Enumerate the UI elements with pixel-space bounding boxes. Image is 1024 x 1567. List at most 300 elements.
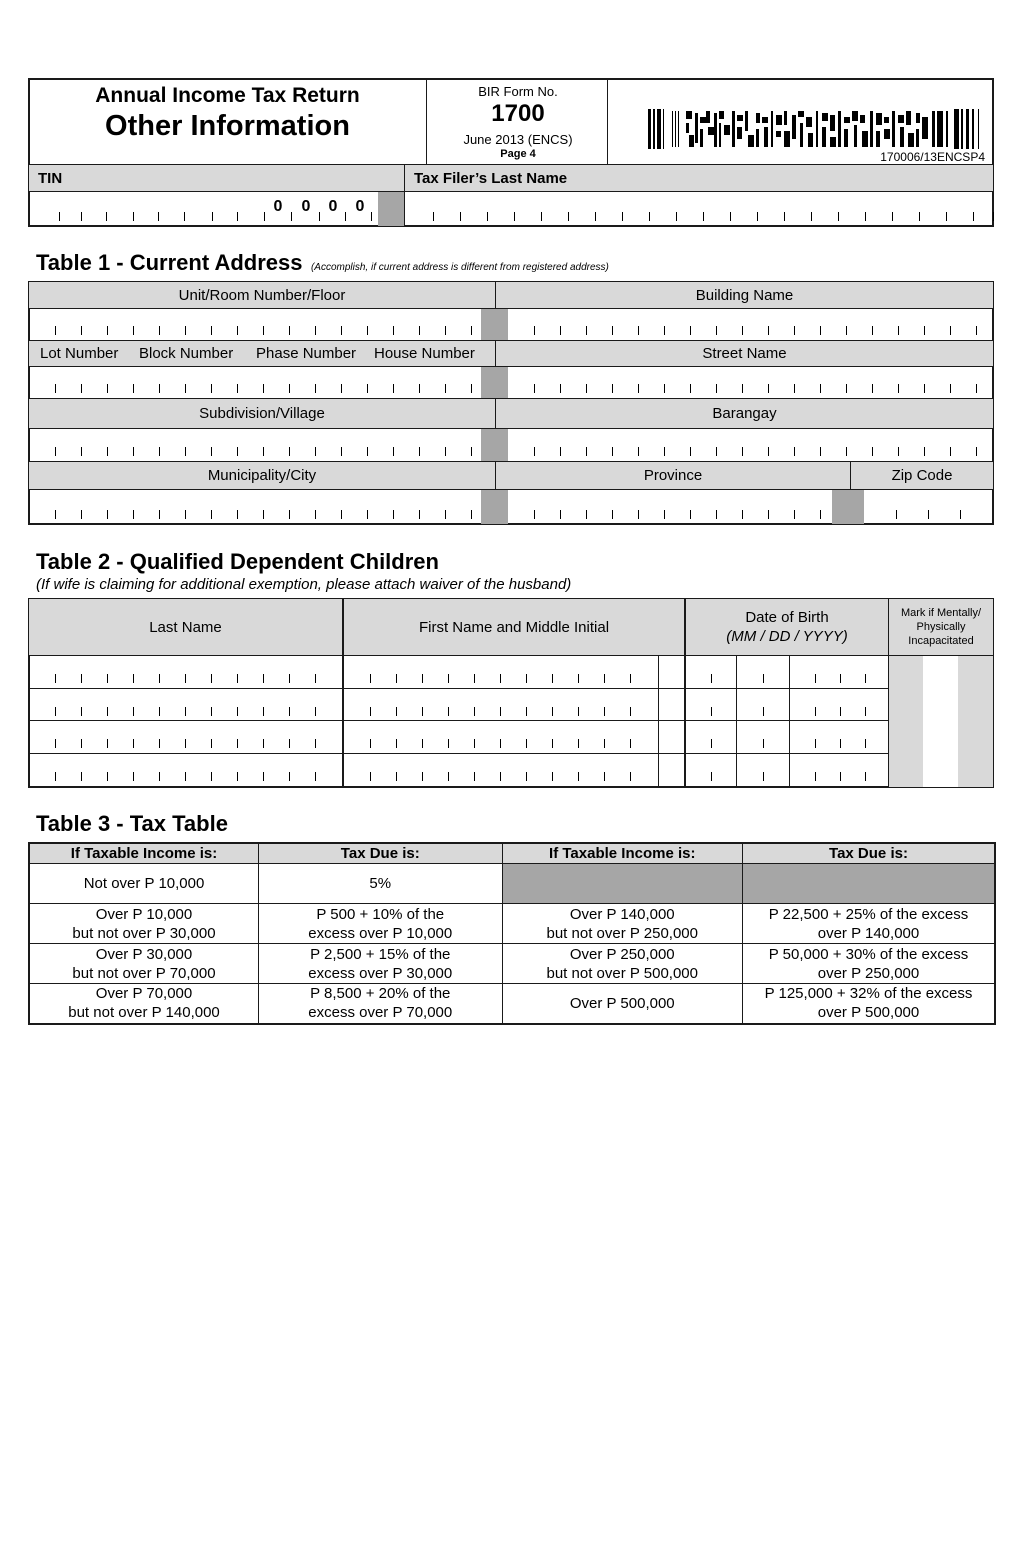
- character-box-divider: [185, 326, 186, 335]
- character-box-divider: [865, 707, 866, 716]
- last-name-field[interactable]: [405, 192, 993, 226]
- character-box-divider: [604, 772, 605, 781]
- tax-table-row: [29, 944, 995, 984]
- character-box-divider: [815, 707, 816, 716]
- character-box-divider: [211, 447, 212, 456]
- character-box-divider: [315, 384, 316, 393]
- character-box-divider: [185, 707, 186, 716]
- character-box-divider: [237, 384, 238, 393]
- character-box-divider: [237, 772, 238, 781]
- form-title-line2: Other Information: [105, 110, 350, 142]
- character-box-divider: [319, 212, 320, 221]
- character-box-divider: [514, 212, 515, 221]
- character-box-divider: [763, 707, 764, 716]
- character-box-divider: [396, 772, 397, 781]
- character-box-divider: [263, 447, 264, 456]
- table1-note: (Accomplish, if current address is different from registered address): [310, 262, 609, 273]
- character-box-divider: [846, 447, 847, 456]
- character-box-divider: [158, 212, 159, 221]
- character-box-divider: [560, 510, 561, 519]
- character-box-divider: [211, 674, 212, 683]
- character-box-divider: [185, 384, 186, 393]
- dependent-last-name-field[interactable]: [29, 656, 342, 688]
- phase-number-label: Phase Number: [256, 345, 357, 362]
- character-box-divider: [81, 707, 82, 716]
- character-box-divider: [185, 510, 186, 519]
- lot-number-label: Lot Number: [40, 345, 119, 362]
- character-box-divider: [630, 707, 631, 716]
- character-box-divider: [500, 772, 501, 781]
- character-box-divider: [919, 212, 920, 221]
- character-box-divider: [630, 739, 631, 748]
- dependent-first-name-field[interactable]: [344, 754, 658, 786]
- character-box-divider: [612, 447, 613, 456]
- municipality-label: Municipality/City: [207, 467, 317, 484]
- character-box-divider: [604, 707, 605, 716]
- dependent-last-name-field[interactable]: [29, 754, 342, 786]
- taxable-income-cell: Over P 140,000 but not over P 250,000: [502, 904, 743, 944]
- character-box-divider: [133, 326, 134, 335]
- tax-table-header: Tax Due is:: [259, 843, 502, 864]
- character-box-divider: [370, 772, 371, 781]
- character-box-divider: [471, 447, 472, 456]
- tax-table-header: Tax Due is:: [743, 843, 996, 864]
- character-box-divider: [263, 674, 264, 683]
- character-box-divider: [973, 212, 974, 221]
- character-box-divider: [763, 772, 764, 781]
- character-box-divider: [263, 707, 264, 716]
- character-box-divider: [552, 707, 553, 716]
- character-box-divider: [763, 739, 764, 748]
- character-box-divider: [840, 674, 841, 683]
- character-box-divider: [211, 739, 212, 748]
- character-box-divider: [664, 447, 665, 456]
- tax-due-cell: 5%: [259, 864, 502, 904]
- character-box-divider: [237, 447, 238, 456]
- table2-title: Table 2 - Qualified Dependent Children: [36, 549, 439, 574]
- character-box-divider: [846, 326, 847, 335]
- mark-incapacitated-header: Mark if Mentally/: [900, 607, 982, 619]
- character-box-divider: [107, 326, 108, 335]
- character-box-divider: [107, 384, 108, 393]
- character-box-divider: [638, 510, 639, 519]
- character-box-divider: [345, 212, 346, 221]
- character-box-divider: [289, 772, 290, 781]
- tin-branch-digit: 0: [301, 198, 311, 215]
- character-box-divider: [393, 326, 394, 335]
- character-box-divider: [638, 384, 639, 393]
- character-box-divider: [445, 510, 446, 519]
- character-box-divider: [552, 772, 553, 781]
- character-box-divider: [595, 212, 596, 221]
- character-box-divider: [211, 707, 212, 716]
- character-box-divider: [211, 772, 212, 781]
- taxable-income-cell: Not over P 10,000: [29, 864, 259, 904]
- subdivision-label: Subdivision/Village: [199, 405, 325, 422]
- character-box-divider: [371, 212, 372, 221]
- character-box-divider: [211, 510, 212, 519]
- character-box-divider: [55, 447, 56, 456]
- character-box-divider: [184, 212, 185, 221]
- character-box-divider: [107, 674, 108, 683]
- character-box-divider: [794, 384, 795, 393]
- unit-field[interactable]: [29, 309, 481, 340]
- character-box-divider: [315, 707, 316, 716]
- character-box-divider: [237, 739, 238, 748]
- character-box-divider: [703, 212, 704, 221]
- character-box-divider: [820, 447, 821, 456]
- municipality-field[interactable]: [29, 490, 481, 524]
- character-box-divider: [237, 212, 238, 221]
- tax-table-header-row: [29, 843, 995, 864]
- character-box-divider: [794, 510, 795, 519]
- character-box-divider: [664, 326, 665, 335]
- date-of-birth-header: Date of Birth: [745, 609, 829, 626]
- character-box-divider: [263, 384, 264, 393]
- character-box-divider: [315, 326, 316, 335]
- character-box-divider: [289, 447, 290, 456]
- dob-year-field[interactable]: [790, 721, 888, 753]
- table2-note: (If wife is claiming for additional exemption, please attach waiver of the husband): [36, 576, 572, 593]
- character-box-divider: [638, 326, 639, 335]
- character-box-divider: [315, 674, 316, 683]
- character-box-divider: [315, 510, 316, 519]
- character-box-divider: [237, 674, 238, 683]
- dob-year-field[interactable]: [790, 689, 888, 721]
- character-box-divider: [865, 674, 866, 683]
- taxable-income-cell: Over P 500,000: [502, 984, 743, 1024]
- street-label: Street Name: [702, 345, 787, 362]
- character-box-divider: [396, 739, 397, 748]
- taxable-income-cell: Over P 70,000 but not over P 140,000: [29, 984, 259, 1024]
- subdivision-field[interactable]: [29, 429, 481, 461]
- character-box-divider: [289, 326, 290, 335]
- character-box-divider: [419, 447, 420, 456]
- province-label: Province: [643, 467, 703, 484]
- character-box-divider: [367, 384, 368, 393]
- character-box-divider: [560, 384, 561, 393]
- character-box-divider: [106, 212, 107, 221]
- character-box-divider: [159, 674, 160, 683]
- dob-month-field[interactable]: [686, 754, 736, 786]
- character-box-divider: [133, 384, 134, 393]
- character-box-divider: [264, 212, 265, 221]
- character-box-divider: [445, 384, 446, 393]
- character-box-divider: [159, 326, 160, 335]
- character-box-divider: [742, 326, 743, 335]
- tin-branch-digit: 0: [355, 198, 365, 215]
- character-box-divider: [552, 739, 553, 748]
- character-box-divider: [811, 212, 812, 221]
- character-box-divider: [630, 674, 631, 683]
- unit-shaded-cell: [481, 309, 508, 340]
- character-box-divider: [976, 326, 977, 335]
- character-box-divider: [133, 674, 134, 683]
- character-box-divider: [448, 739, 449, 748]
- character-box-divider: [711, 739, 712, 748]
- character-box-divider: [448, 772, 449, 781]
- character-box-divider: [865, 739, 866, 748]
- table2-mark-checkbox-column[interactable]: [923, 656, 958, 787]
- dob-month-field[interactable]: [686, 689, 736, 721]
- character-box-divider: [976, 447, 977, 456]
- dob-month-field[interactable]: [686, 656, 736, 688]
- character-box-divider: [896, 510, 897, 519]
- shaded-cell: [743, 864, 996, 904]
- character-box-divider: [341, 447, 342, 456]
- table1-title-block: [36, 250, 609, 276]
- character-box-divider: [604, 674, 605, 683]
- dob-day-field[interactable]: [737, 754, 789, 786]
- building-name-field[interactable]: [508, 309, 993, 340]
- character-box-divider: [950, 326, 951, 335]
- character-box-divider: [81, 326, 82, 335]
- character-box-divider: [471, 326, 472, 335]
- character-box-divider: [471, 510, 472, 519]
- character-box-divider: [784, 212, 785, 221]
- character-box-divider: [865, 772, 866, 781]
- barangay-field[interactable]: [508, 429, 993, 461]
- table1-rule: [29, 398, 993, 399]
- shaded-cell: [502, 864, 743, 904]
- dependent-first-name-field[interactable]: [344, 721, 658, 753]
- dob-month-field[interactable]: [686, 721, 736, 753]
- dob-year-field[interactable]: [790, 754, 888, 786]
- form-number: 1700: [491, 100, 545, 127]
- province-field[interactable]: [508, 490, 832, 524]
- character-box-divider: [396, 674, 397, 683]
- character-box-divider: [711, 772, 712, 781]
- character-box-divider: [742, 447, 743, 456]
- character-box-divider: [185, 772, 186, 781]
- character-box-divider: [367, 510, 368, 519]
- character-box-divider: [133, 510, 134, 519]
- dependent-last-name-field[interactable]: [29, 689, 342, 721]
- character-box-divider: [133, 772, 134, 781]
- character-box-divider: [367, 447, 368, 456]
- dependent-last-name-field[interactable]: [29, 721, 342, 753]
- table1-rule: [29, 461, 993, 462]
- building-label: Building Name: [695, 287, 794, 304]
- character-box-divider: [315, 739, 316, 748]
- character-box-divider: [676, 212, 677, 221]
- character-box-divider: [81, 447, 82, 456]
- character-box-divider: [370, 707, 371, 716]
- character-box-divider: [445, 447, 446, 456]
- character-box-divider: [263, 510, 264, 519]
- zip-code-label: Zip Code: [891, 467, 953, 484]
- character-box-divider: [133, 212, 134, 221]
- character-box-divider: [840, 739, 841, 748]
- form-version: June 2013 (ENCS): [463, 132, 573, 147]
- character-box-divider: [716, 510, 717, 519]
- character-box-divider: [820, 384, 821, 393]
- subdivision-shaded-cell: [481, 429, 508, 461]
- character-box-divider: [664, 384, 665, 393]
- tax-due-cell: P 125,000 + 32% of the excess over P 500,000: [743, 984, 996, 1024]
- character-box-divider: [612, 326, 613, 335]
- character-box-divider: [757, 212, 758, 221]
- character-box-divider: [690, 326, 691, 335]
- character-box-divider: [928, 510, 929, 519]
- character-box-divider: [872, 326, 873, 335]
- character-box-divider: [568, 212, 569, 221]
- character-box-divider: [500, 674, 501, 683]
- character-box-divider: [578, 674, 579, 683]
- character-box-divider: [768, 326, 769, 335]
- dependent-first-name-field[interactable]: [344, 689, 658, 721]
- character-box-divider: [393, 384, 394, 393]
- tax-due-cell: P 2,500 + 15% of the excess over P 30,000: [259, 944, 502, 984]
- character-box-divider: [159, 739, 160, 748]
- character-box-divider: [445, 326, 446, 335]
- character-box-divider: [742, 384, 743, 393]
- tax-table: [28, 842, 996, 1025]
- dob-day-field[interactable]: [737, 689, 789, 721]
- character-box-divider: [159, 447, 160, 456]
- character-box-divider: [526, 707, 527, 716]
- character-box-divider: [960, 510, 961, 519]
- character-box-divider: [159, 384, 160, 393]
- character-box-divider: [393, 447, 394, 456]
- character-box-divider: [820, 510, 821, 519]
- character-box-divider: [448, 674, 449, 683]
- character-box-divider: [586, 326, 587, 335]
- character-box-divider: [289, 674, 290, 683]
- character-box-divider: [526, 772, 527, 781]
- tin-shaded-cell: [378, 192, 404, 226]
- character-box-divider: [396, 707, 397, 716]
- dependent-first-name-field[interactable]: [344, 656, 658, 688]
- character-box-divider: [892, 212, 893, 221]
- dob-day-field[interactable]: [737, 721, 789, 753]
- character-box-divider: [422, 674, 423, 683]
- tax-due-cell: P 8,500 + 20% of the excess over P 70,000: [259, 984, 502, 1024]
- tin-branch-digit: 0: [273, 198, 283, 215]
- character-box-divider: [711, 707, 712, 716]
- character-box-divider: [59, 212, 60, 221]
- tax-table-row: [29, 984, 995, 1024]
- character-box-divider: [534, 510, 535, 519]
- character-box-divider: [433, 212, 434, 221]
- character-box-divider: [81, 384, 82, 393]
- tin-label: TIN: [38, 170, 63, 187]
- character-box-divider: [946, 212, 947, 221]
- character-box-divider: [133, 739, 134, 748]
- character-box-divider: [950, 447, 951, 456]
- page-number: Page 4: [500, 148, 536, 160]
- character-box-divider: [159, 772, 160, 781]
- table1-title: Table 1 - Current Address: [36, 250, 303, 275]
- dob-year-field[interactable]: [790, 656, 888, 688]
- character-box-divider: [133, 707, 134, 716]
- character-box-divider: [500, 739, 501, 748]
- character-box-divider: [690, 510, 691, 519]
- character-box-divider: [487, 212, 488, 221]
- character-box-divider: [604, 739, 605, 748]
- character-box-divider: [315, 447, 316, 456]
- character-box-divider: [419, 384, 420, 393]
- character-box-divider: [315, 772, 316, 781]
- character-box-divider: [612, 510, 613, 519]
- character-box-divider: [289, 707, 290, 716]
- character-box-divider: [768, 384, 769, 393]
- tax-due-cell: P 50,000 + 30% of the excess over P 250,000: [743, 944, 996, 984]
- tax-due-cell: P 22,500 + 25% of the excess over P 140,000: [743, 904, 996, 944]
- table3-title: Table 3 - Tax Table: [36, 811, 228, 836]
- character-box-divider: [107, 510, 108, 519]
- barcode-code: 170006/13ENCSP4: [880, 150, 985, 164]
- character-box-divider: [55, 772, 56, 781]
- character-box-divider: [716, 326, 717, 335]
- tax-table-row: [29, 864, 995, 904]
- street-name-field[interactable]: [508, 367, 993, 398]
- tax-table-header: If Taxable Income is:: [29, 843, 259, 864]
- lot-block-phase-house-field[interactable]: [29, 367, 481, 398]
- character-box-divider: [185, 739, 186, 748]
- character-box-divider: [419, 326, 420, 335]
- character-box-divider: [820, 326, 821, 335]
- character-box-divider: [840, 707, 841, 716]
- form-title-line1: Annual Income Tax Return: [95, 84, 360, 107]
- character-box-divider: [924, 326, 925, 335]
- zip-code-field[interactable]: [864, 490, 993, 524]
- character-box-divider: [107, 707, 108, 716]
- character-box-divider: [763, 674, 764, 683]
- character-box-divider: [237, 510, 238, 519]
- character-box-divider: [730, 212, 731, 221]
- character-box-divider: [865, 212, 866, 221]
- character-box-divider: [924, 447, 925, 456]
- character-box-divider: [289, 510, 290, 519]
- character-box-divider: [612, 384, 613, 393]
- taxable-income-cell: Over P 10,000 but not over P 30,000: [29, 904, 259, 944]
- character-box-divider: [950, 384, 951, 393]
- character-box-divider: [815, 739, 816, 748]
- character-box-divider: [370, 739, 371, 748]
- character-box-divider: [690, 447, 691, 456]
- character-box-divider: [794, 326, 795, 335]
- character-box-divider: [578, 739, 579, 748]
- character-box-divider: [976, 384, 977, 393]
- dob-day-field[interactable]: [737, 656, 789, 688]
- character-box-divider: [55, 707, 56, 716]
- character-box-divider: [534, 447, 535, 456]
- character-box-divider: [622, 212, 623, 221]
- character-box-divider: [872, 447, 873, 456]
- last-name-label: Tax Filer’s Last Name: [414, 170, 568, 187]
- tin-field[interactable]: [29, 192, 404, 226]
- character-box-divider: [924, 384, 925, 393]
- character-box-divider: [534, 326, 535, 335]
- character-box-divider: [81, 510, 82, 519]
- character-box-divider: [55, 326, 56, 335]
- character-box-divider: [185, 674, 186, 683]
- character-box-divider: [289, 739, 290, 748]
- character-box-divider: [370, 674, 371, 683]
- character-box-divider: [716, 447, 717, 456]
- dependent-last-name-header: Last Name: [149, 619, 222, 636]
- character-box-divider: [690, 384, 691, 393]
- character-box-divider: [742, 510, 743, 519]
- barcode-image: [648, 109, 984, 149]
- character-box-divider: [471, 384, 472, 393]
- dependent-first-name-header: First Name and Middle Initial: [418, 619, 610, 636]
- character-box-divider: [474, 707, 475, 716]
- character-box-divider: [586, 384, 587, 393]
- character-box-divider: [55, 739, 56, 748]
- character-box-divider: [341, 510, 342, 519]
